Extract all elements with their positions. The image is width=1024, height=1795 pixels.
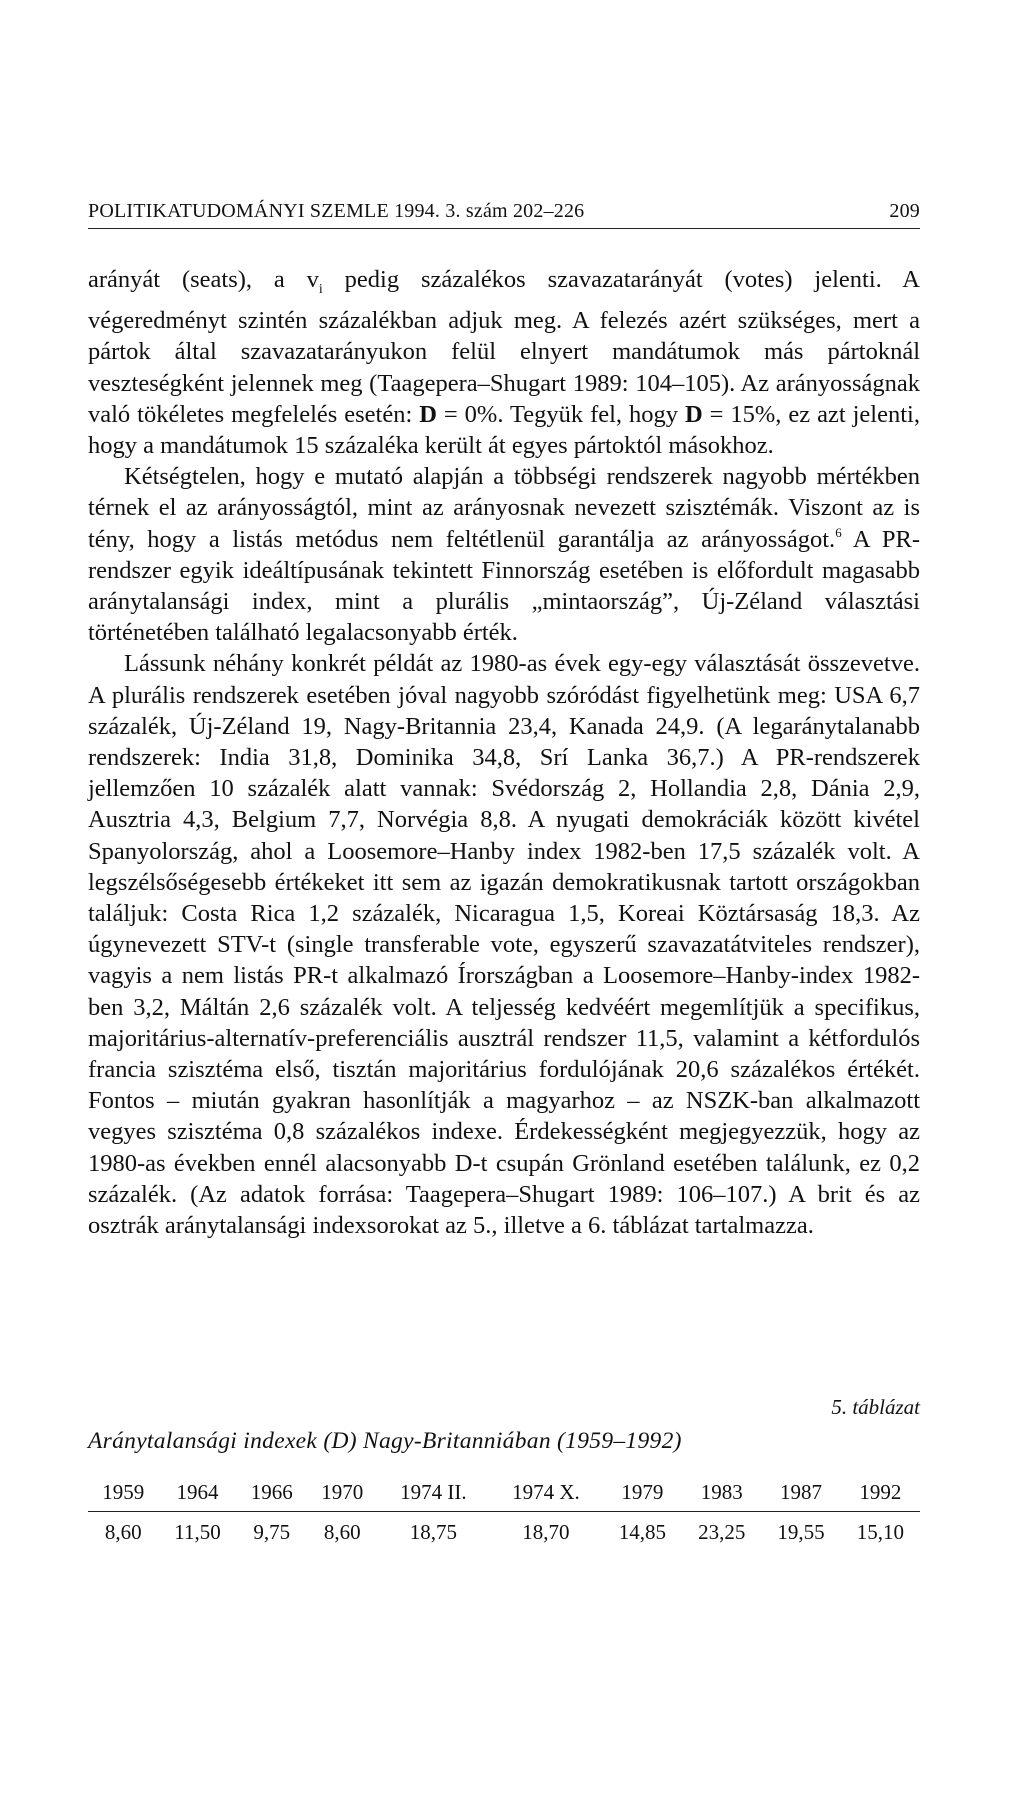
running-header bbox=[88, 200, 920, 230]
table-cell: 19,55 bbox=[777, 1520, 825, 1544]
table-cell: 18,75 bbox=[409, 1520, 457, 1544]
p1-text-e: = 15%, ez azt jelenti, hogy a mandátumok 15 százaléka került át egyes pártoktól másokhoz. bbox=[88, 400, 920, 459]
document-page bbox=[88, 0, 920, 1795]
table-header-cell: 1959 bbox=[88, 1480, 159, 1512]
table-header-cell: 1987 bbox=[761, 1480, 840, 1512]
paragraph-3: Lássunk néhány konkrét példát az 1980-as évek egy-egy választását összevetve. A plurális rendszerek esetében jóval nagyobb szóródást figyelhetünk meg: USA 6,7 százalék, Új-Zéland 19, Nagy-Britannia 23,4, Kanada 24,9. (A legaránytalanabb rendszerek: India 31,8, Dominika 34,8, Srí Lanka 36,7.) A PR-rendszerek jellemzően 10 százalék alatt vannak: Svédország 2, Hollandia 2,8, Dánia 2,9, Ausztria 4,3, Belgium 7,7, Norvégia 8,8. A nyugati demokráciák között kivétel Spanyolország, ahol a Loosemore–Hanby index 1982-ben 17,5 százalék volt. A legszélsőségesebb értékeket itt sem az igazán demokratikusnak tartott országokban találjuk: Costa Rica 1,2 százalék, Nicaragua 1,5, Koreai Köztársaság 18,3. Az úgynevezett STV-t (single transferable vote, egyszerű szavazatátviteles rendszer), vagyis a nem listás PR-t alkalmazó Írországban a Loosemore–Hanby-index 1982-ben 3,2, Máltán 2,6 százalék volt. A teljesség kedvéért megemlítjük a specifikus, majoritárius-alternatív-preferenciális ausztrál rendszer 11,5, valamint a kétfordulós francia szisztéma első, tisztán majoritárius fordulójának 20,6 százalékos értékét. Fontos – miután gyakran hasonlítják a magyarhoz – az NSZK-ban alkalmazott vegyes szisztéma 0,8 százalékos indexe. Érdekességként megjegyezzük, hogy az 1980-as években ennél alacsonyabb D-t csupán Grönland esetében találunk, ez 0,2 százalék. (Az adatok forrása: Taagepera–Shugart 1989: 106–107.) A brit és az osztrák aránytalansági indexsorokat az 5., illetve a 6. táblázat tartalmazza. bbox=[88, 650, 920, 1239]
table-row bbox=[88, 1512, 920, 1550]
p2-text-b: A PR-rendszer egyik ideáltípusának tekintett Finnország esetében is előfordult magasabb aránytalansági index, mint a plurális „mintaország”, Új-Zéland választási történetében található legalacsonyabb érték. bbox=[88, 525, 920, 647]
p1-symbol-d-2: D bbox=[684, 400, 703, 428]
table-header-cell: 1966 bbox=[237, 1480, 308, 1512]
table-cell: 8,60 bbox=[104, 1520, 142, 1544]
page-number: 209 bbox=[889, 200, 920, 222]
table-cell: 8,60 bbox=[323, 1520, 361, 1544]
header-rule bbox=[88, 228, 920, 229]
table-cell: 18,70 bbox=[522, 1520, 570, 1544]
table-header-cell: 1992 bbox=[841, 1480, 920, 1512]
table-cell: 23,25 bbox=[698, 1520, 746, 1544]
table-header-cell: 1964 bbox=[159, 1480, 237, 1512]
table-header-cell: 1970 bbox=[307, 1480, 378, 1512]
p1-text-b: pedig százalékos szavazatarányát (votes) jelenti. A végeredményt szintén százalékban adjuk meg. A felezés azért szükséges, mert a pártok által szavazatarányukon felül elnyert mandátumok más pártoknál veszteségként jelennek meg (Taagepera–Shugart 1989: 104–105). Az arányosságnak való tökéletes megfelelés esetén: bbox=[88, 266, 920, 428]
table-cell: 14,85 bbox=[618, 1520, 666, 1544]
p1-symbol-d: D bbox=[419, 400, 437, 428]
table-header-row bbox=[88, 1480, 920, 1512]
table-number: 5. táblázat bbox=[831, 1395, 920, 1419]
footnote-marker[interactable]: 6 bbox=[835, 524, 842, 540]
body-text bbox=[88, 264, 920, 1241]
table-header-cell: 1983 bbox=[682, 1480, 761, 1512]
table-header-cell: 1974 X. bbox=[489, 1480, 603, 1512]
table-caption: Aránytalansági indexek (D) Nagy-Britanniában (1959–1992) bbox=[88, 1428, 682, 1454]
p2-text-a: Kétségtelen, hogy e mutató alapján a többségi rendszerek nagyobb mértékben térnek el az arányosságtól, mint az arányosnak nevezett szisztémák. Viszont az is tény, hogy a listás metódus nem feltétlenül garantálja az arányosságot. bbox=[88, 463, 920, 553]
paragraph-1 bbox=[88, 264, 920, 461]
table-cell: 11,50 bbox=[174, 1520, 221, 1544]
table-cell: 15,10 bbox=[856, 1520, 904, 1544]
p1-subscript: i bbox=[318, 281, 323, 297]
table-header-cell: 1974 II. bbox=[378, 1480, 490, 1512]
p1-text-c: = 0%. Tegyük fel, hogy bbox=[436, 400, 685, 428]
paragraph-2 bbox=[88, 461, 920, 648]
p1-text-a: arányát (seats), a v bbox=[88, 266, 319, 293]
table-cell: 9,75 bbox=[253, 1520, 291, 1544]
table-header-cell: 1979 bbox=[603, 1480, 682, 1512]
disproportionality-table bbox=[88, 1480, 920, 1549]
journal-title: POLITIKATUDOMÁNYI SZEMLE 1994. 3. szám 202–226 bbox=[88, 200, 585, 222]
